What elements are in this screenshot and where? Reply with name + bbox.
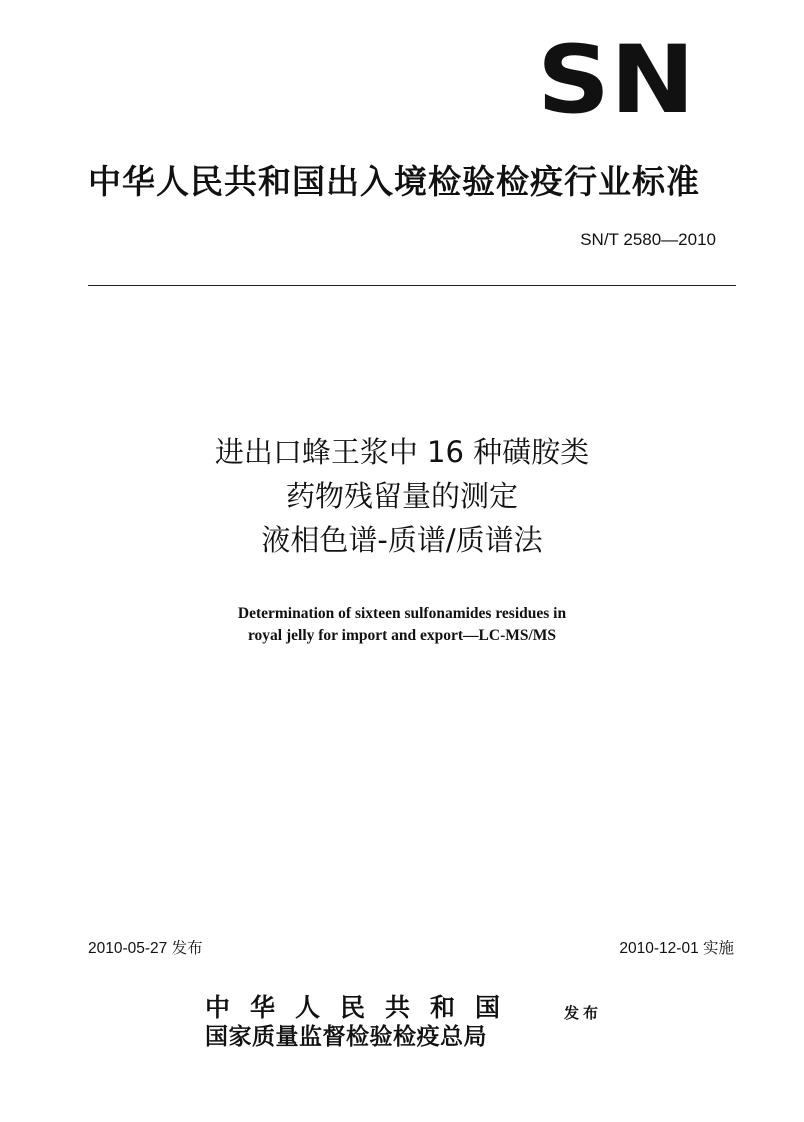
- issue-date: 2010-05-27 发布: [88, 940, 203, 957]
- english-title-line: royal jelly for import and export—LC-MS/MS: [247, 627, 557, 644]
- sn-logo: [536, 40, 696, 118]
- implementation-date: 2010-12-01 实施: [619, 940, 734, 957]
- chinese-title-line: 药物残留量的测定: [285, 479, 518, 513]
- issuer-name-line1: 中华人民共和国: [205, 993, 521, 1022]
- chinese-title-line: 进出口蜂王浆中 16 种磺胺类: [214, 435, 590, 469]
- sn-logo-text: SN: [537, 40, 695, 118]
- issuer-name-line2: 国家质量监督检验检疫总局: [205, 1023, 487, 1050]
- standard-number: SN/T 2580—2010: [580, 230, 716, 249]
- issuer-publish-label: 发布: [564, 1004, 603, 1022]
- issuing-authority-heading: 中华人民共和国出入境检验检疫行业标准: [88, 162, 700, 201]
- header-divider: [88, 285, 736, 286]
- english-title-line: Determination of sixteen sulfonamides residues in: [237, 605, 567, 622]
- chinese-title-line: 液相色谱-质谱/质谱法: [261, 523, 543, 557]
- english-title: [0, 603, 804, 647]
- chinese-title: [0, 430, 804, 562]
